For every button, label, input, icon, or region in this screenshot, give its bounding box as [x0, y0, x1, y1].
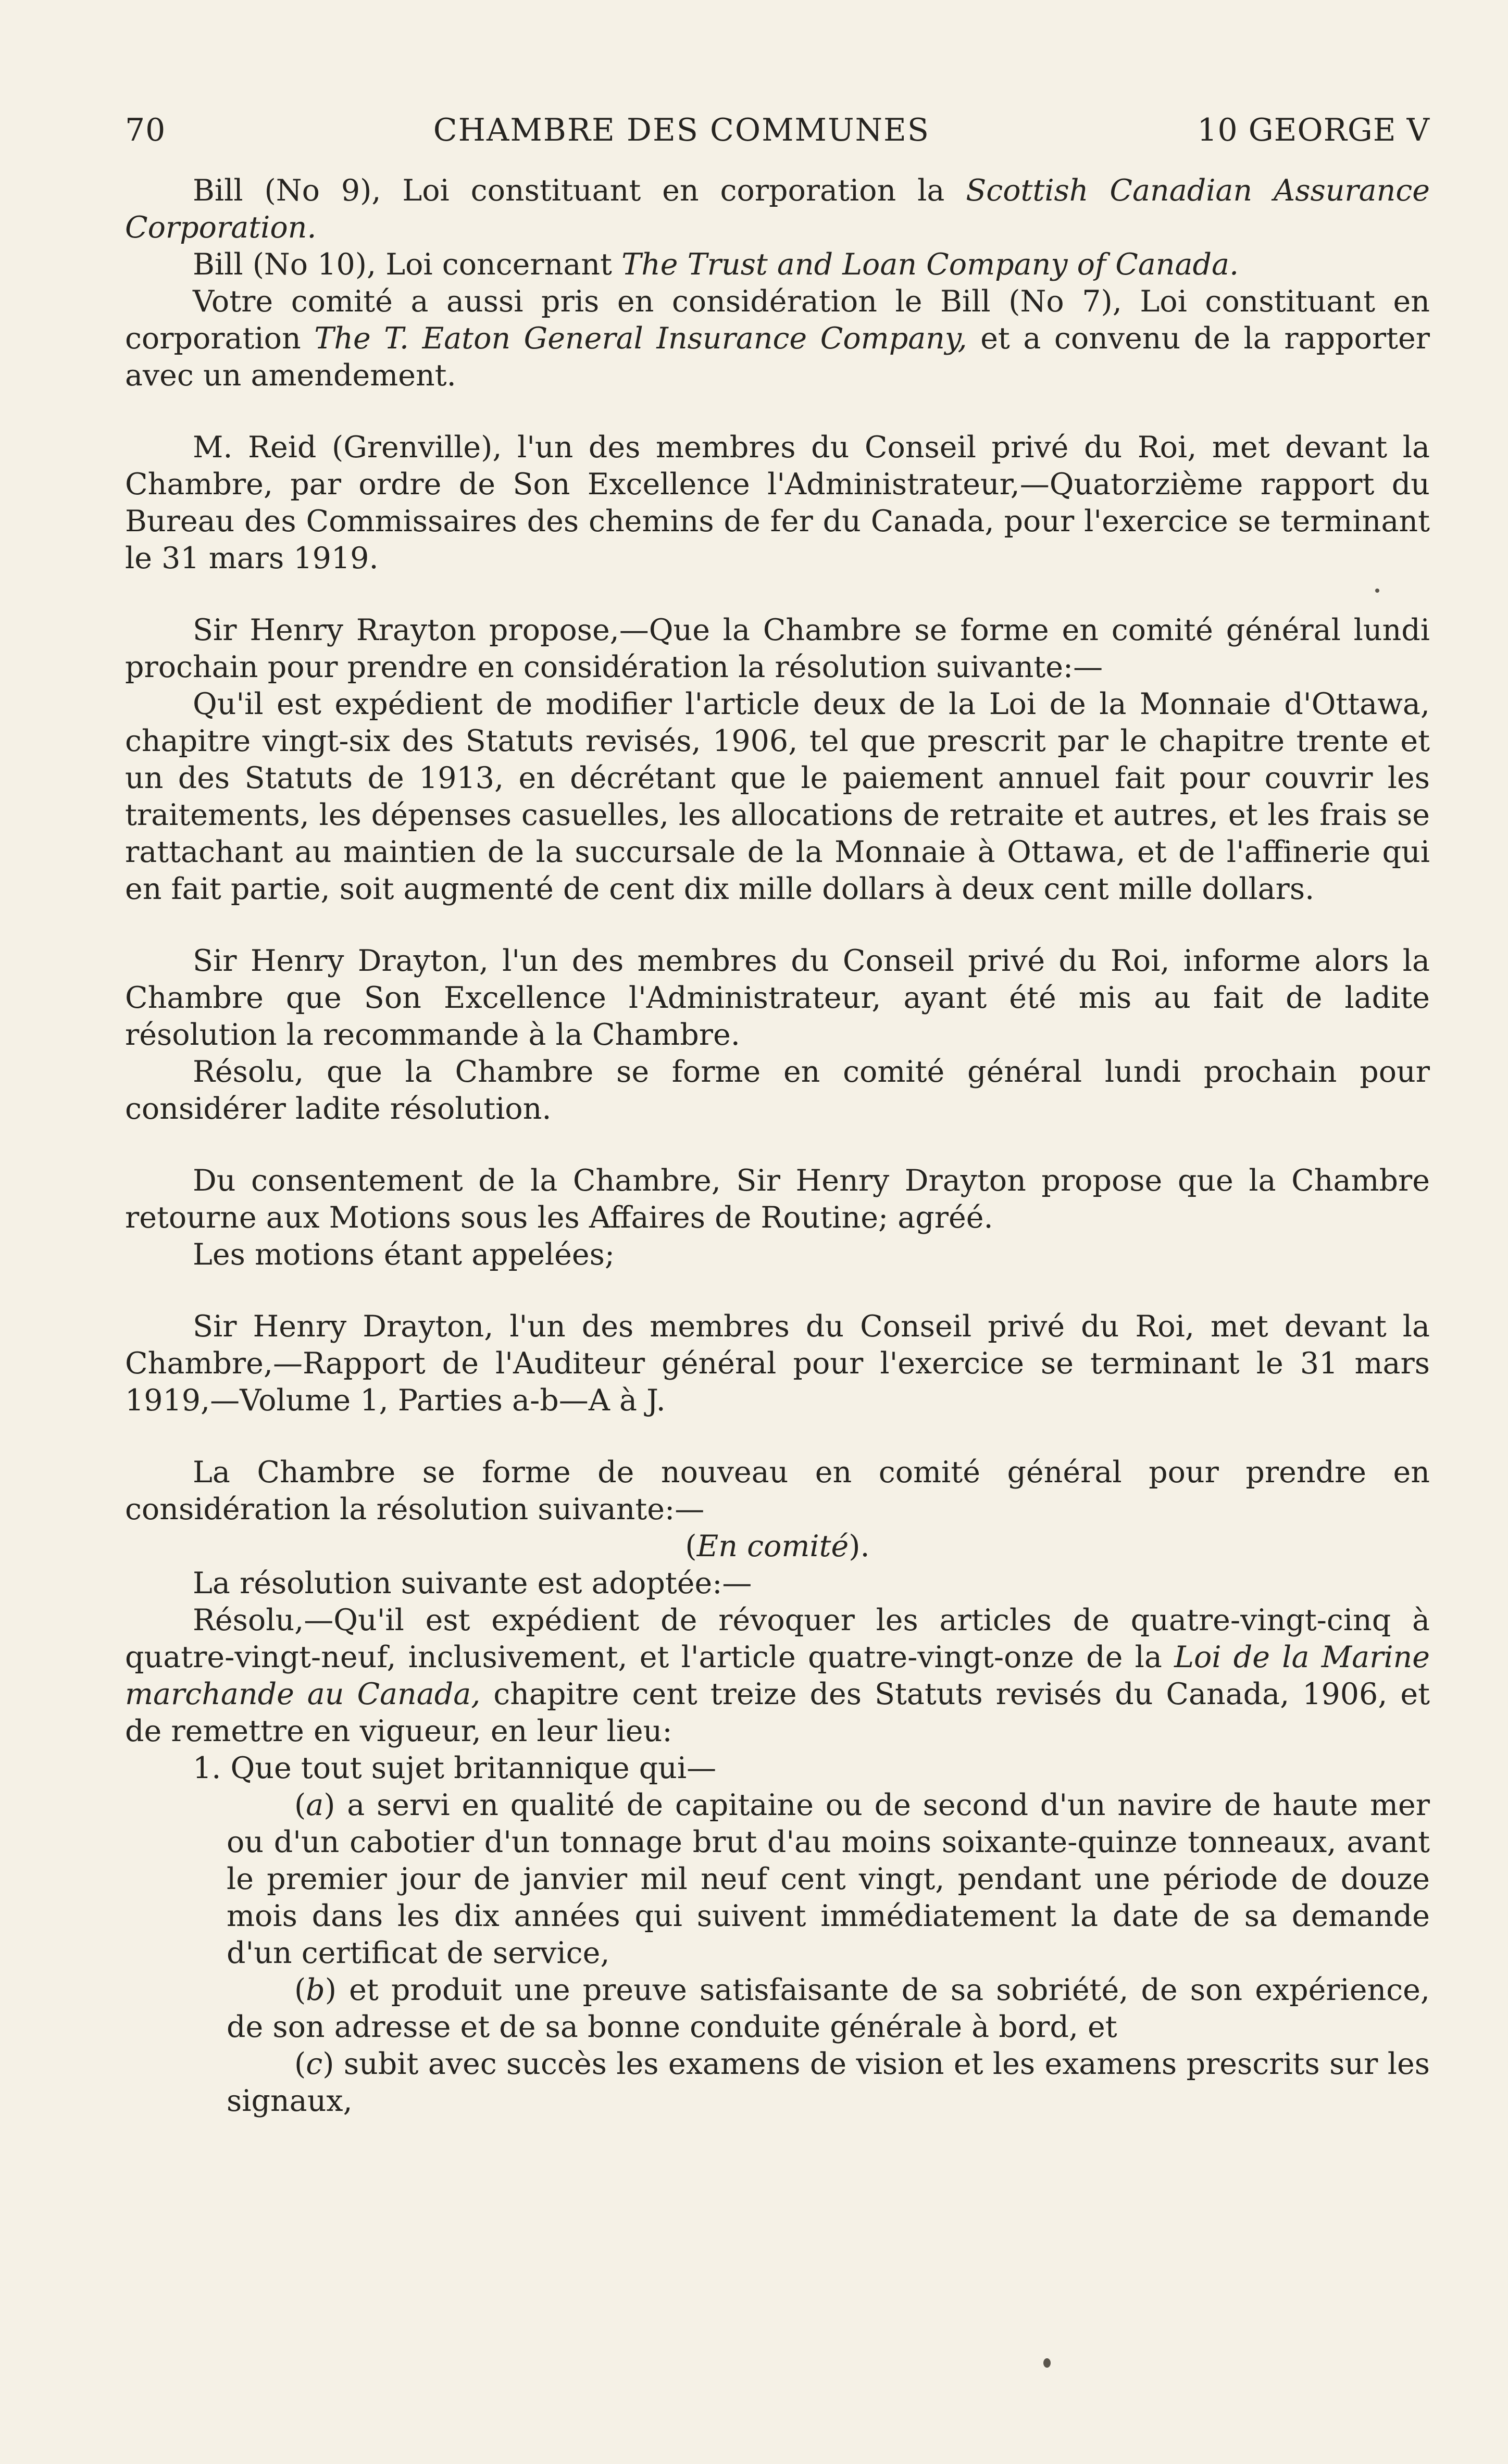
- paragraph-p17: [125, 1787, 1430, 1972]
- text-run: Votre comité a aussi pris en considération le Bill (No 7), Loi constituant en corporation: [125, 284, 1430, 356]
- paragraph-p18: [125, 1972, 1430, 2046]
- text-run: ) a servi en qualité de capitaine ou de second d'un navire de haute mer ou d'un cabotier d'un tonnage brut d'au moins soixante-quinze tonneaux, avant le premier jour de janvier mil neuf cent vingt, pendant une période de douze mois dans les dix années qui suivent immédiatement la date de sa demande d'un certificat de service,: [227, 1788, 1430, 1970]
- paragraph-p4: [125, 429, 1430, 577]
- running-header: [125, 112, 1430, 149]
- text-run: M. Reid (Grenville), l'un des membres du Conseil privé du Roi, met devant la Chambre, par ordre de Son Excellence l'Administrateur,—Quatorzième rapport du Bureau des Commissaires des chemins de fer du Canada, pour l'exercice se terminant le 31 mars 1919.: [125, 430, 1430, 576]
- text-run: The Trust and Loan Company of Canada.: [621, 247, 1239, 282]
- text-run: chapitre cent treize des Statuts revisés du Canada, 1906, et de remettre en vigueur, en leur lieu:: [125, 1677, 1430, 1748]
- paragraph-p3: [125, 283, 1430, 394]
- text-run: (: [294, 2047, 306, 2081]
- paragraph-p6: [125, 686, 1430, 908]
- ink-speck: [1043, 2358, 1051, 2368]
- text-run: Sir Henry Drayton, l'un des membres du Conseil privé du Roi, met devant la Chambre,—Rapport de l'Auditeur général pour l'exercice se terminant le 31 mars 1919,—Volume 1, Parties a-b—A à J.: [125, 1309, 1430, 1418]
- text-run: ) et produit une preuve satisfaisante de sa sobriété, de son expérience, de son adresse et de sa bonne conduite générale à bord, et: [227, 1973, 1430, 2044]
- text-run: Loi de la Marine marchande au Canada,: [125, 1640, 1430, 1711]
- paragraph-p19: [125, 2046, 1430, 2120]
- text-run: Résolu,—Qu'il est expédient de révoquer les articles de quatre-vingt-cinq à quatre-vingt-neuf, inclusivement, et l'article quatre-vingt-onze de la: [125, 1603, 1430, 1674]
- text-run: ).: [849, 1529, 870, 1564]
- text-run: c: [306, 2047, 323, 2081]
- page-number: 70: [125, 112, 166, 148]
- paragraph-p11: [125, 1308, 1430, 1419]
- paragraph-p15: [125, 1602, 1430, 1750]
- text-run: La résolution suivante est adoptée:—: [193, 1566, 752, 1600]
- paragraph-p12: [125, 1454, 1430, 1528]
- paragraph-p1: [125, 172, 1430, 246]
- paragraph-p9: [125, 1162, 1430, 1236]
- text-run: Scottish Canadian Assurance Corporation.: [125, 173, 1430, 245]
- document-page: [125, 112, 1430, 2120]
- text-run: Bill (No 10), Loi concernant: [193, 247, 622, 282]
- text-run: (: [685, 1529, 697, 1564]
- text-run: (: [294, 1973, 306, 2007]
- ink-speck: [1375, 589, 1379, 593]
- paragraph-p10: [125, 1236, 1430, 1273]
- paragraph-p5: [125, 612, 1430, 686]
- text-run: 1. Que tout sujet britannique qui—: [193, 1751, 717, 1785]
- text-run: b: [306, 1973, 325, 2007]
- text-run: a: [306, 1788, 324, 1822]
- text-run: Sir Henry Rrayton propose,—Que la Chambre se forme en comité général lundi prochain pour prendre en considération la résolution suivante:—: [125, 613, 1430, 684]
- journal-title: CHAMBRE DES COMMUNES: [433, 112, 930, 148]
- paragraph-p13: [125, 1528, 1430, 1565]
- paragraph-p8: [125, 1054, 1430, 1128]
- text-run: Sir Henry Drayton, l'un des membres du Conseil privé du Roi, informe alors la Chambre que Son Excellence l'Administrateur, ayant été mis au fait de ladite résolution la recommande à la Chambre.: [125, 944, 1430, 1052]
- paragraph-p2: [125, 246, 1430, 283]
- text-run: En comité: [696, 1529, 849, 1564]
- text-run: The T. Eaton General Insurance Company,: [314, 321, 967, 356]
- text-run: Les motions étant appelées;: [193, 1237, 615, 1272]
- text-run: Bill (No 9), Loi constituant en corporation la: [193, 173, 966, 208]
- paragraph-p16: [125, 1750, 1430, 1787]
- paragraph-p7: [125, 943, 1430, 1054]
- text-run: Du consentement de la Chambre, Sir Henry Drayton propose que la Chambre retourne aux Motions sous les Affaires de Routine; agréé.: [125, 1164, 1430, 1235]
- session-label: 10 GEORGE V: [1197, 112, 1430, 148]
- text-run: Résolu, que la Chambre se forme en comité général lundi prochain pour considérer ladite résolution.: [125, 1055, 1430, 1126]
- paragraph-p14: [125, 1565, 1430, 1602]
- text-run: ) subit avec succès les examens de vision et les examens prescrits sur les signaux,: [227, 2047, 1430, 2118]
- body-text: [125, 172, 1430, 2120]
- text-run: La Chambre se forme de nouveau en comité général pour prendre en considération la résolution suivante:—: [125, 1455, 1430, 1527]
- text-run: et a convenu de la rapporter avec un amendement.: [125, 321, 1430, 393]
- text-run: Qu'il est expédient de modifier l'article deux de la Loi de la Monnaie d'Ottawa, chapitre vingt-six des Statuts revisés, 1906, tel que prescrit par le chapitre trente et un des Statuts de 1913, en décrétant que le paiement annuel fait pour couvrir les traitements, les dépenses casuelles, les allocations de retraite et autres, et les frais se rattachant au maintien de la succursale de la Monnaie à Ottawa, et de l'affinerie qui en fait partie, soit augmenté de cent dix mille dollars à deux cent mille dollars.: [125, 687, 1430, 906]
- text-run: (: [294, 1788, 306, 1822]
